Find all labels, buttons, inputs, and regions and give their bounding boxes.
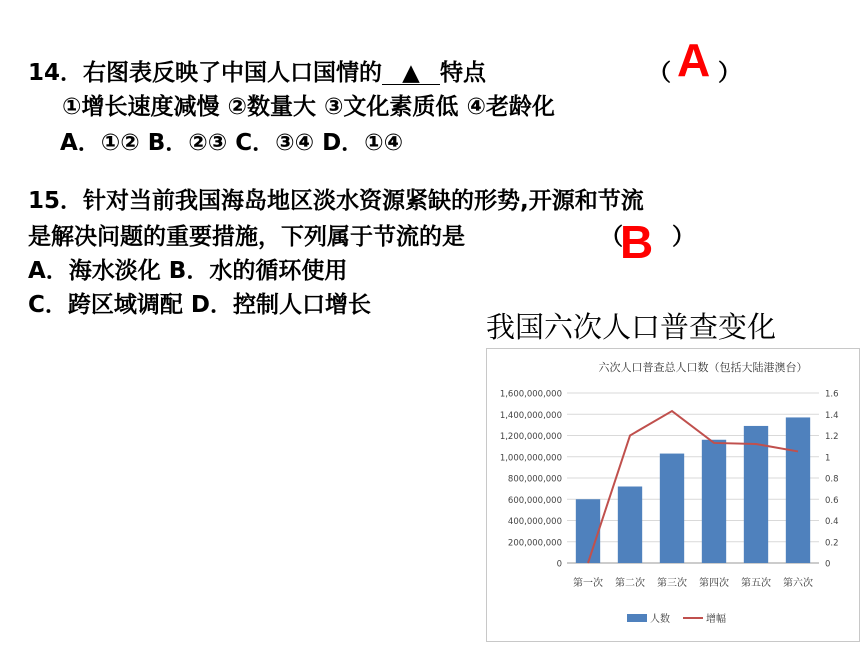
q14-stem-prefix: 14．右图表反映了中国人口国情的 <box>28 60 383 86</box>
x-tick-label: 第一次 <box>573 578 603 589</box>
x-tick-label: 第二次 <box>615 578 645 589</box>
bar <box>660 454 684 563</box>
bar <box>618 487 642 564</box>
bar <box>786 417 810 563</box>
y-right-tick-label: 1.6 <box>825 389 839 400</box>
q14-choices: A．①② B．②③ C．③④ D．①④ <box>60 130 404 156</box>
legend-label-line: 增幅 <box>706 614 726 625</box>
y-left-tick-label: 1,200,000,000 <box>499 432 562 442</box>
q14-stem <box>28 58 486 88</box>
q14-options: ①增长速度减慢 ②数量大 ③文化素质低 ④老龄化 <box>62 94 555 120</box>
y-left-tick-label: 600,000,000 <box>507 495 562 506</box>
bar <box>576 499 600 563</box>
q14-answer: A <box>677 34 711 86</box>
y-right-tick-label: 0.4 <box>825 517 839 527</box>
y-right-tick-label: 1 <box>825 453 831 464</box>
y-left-tick-label: 400,000,000 <box>507 517 562 527</box>
q15-answer: B <box>620 216 654 268</box>
legend-label-bars: 人数 <box>650 614 670 625</box>
y-left-tick-label: 0 <box>556 559 562 570</box>
y-right-tick-label: 1.2 <box>825 432 839 442</box>
y-left-tick-label: 1,000,000,000 <box>499 453 562 464</box>
legend-swatch-bars <box>627 614 647 622</box>
y-left-tick-label: 1,400,000,000 <box>499 410 562 421</box>
q14-paren-open: （ <box>648 60 671 86</box>
q14-paren-close: ） <box>718 60 741 86</box>
chart-title: 六次人口普查总人口数（包括大陆港澳台） <box>598 361 808 374</box>
q15-choices-line2: C．跨区域调配 D．控制人口增长 <box>28 292 371 318</box>
q14-blank: ▲ <box>382 62 440 85</box>
chart-container <box>486 348 860 642</box>
q15-stem-line1: 15．针对当前我国海岛地区淡水资源紧缺的形势,开源和节流 <box>28 188 644 214</box>
y-right-tick-label: 0 <box>825 559 831 570</box>
x-tick-label: 第五次 <box>741 578 771 589</box>
q14-stem-suffix: 特点 <box>440 60 487 86</box>
y-right-tick-label: 1.4 <box>825 410 839 421</box>
population-chart <box>487 349 859 641</box>
y-right-tick-label: 0.6 <box>825 495 839 506</box>
y-right-tick-label: 0.2 <box>825 538 839 549</box>
y-left-tick-label: 200,000,000 <box>507 538 562 549</box>
bar <box>702 440 726 563</box>
y-left-tick-label: 1,600,000,000 <box>499 389 562 400</box>
x-tick-label: 第三次 <box>657 578 687 589</box>
q15-stem-line2: 是解决问题的重要措施，下列属于节流的是 <box>28 224 465 250</box>
q15-choices-line1: A．海水淡化 B．水的循环使用 <box>28 258 348 284</box>
x-tick-label: 第四次 <box>699 578 729 589</box>
y-left-tick-label: 800,000,000 <box>507 474 562 485</box>
q15-paren-close: ） <box>672 224 695 250</box>
figure-title: 我国六次人口普查变化 <box>486 310 777 344</box>
y-right-tick-label: 0.8 <box>825 474 839 485</box>
q15-paren-open: （ <box>600 224 623 250</box>
x-tick-label: 第六次 <box>783 578 813 589</box>
